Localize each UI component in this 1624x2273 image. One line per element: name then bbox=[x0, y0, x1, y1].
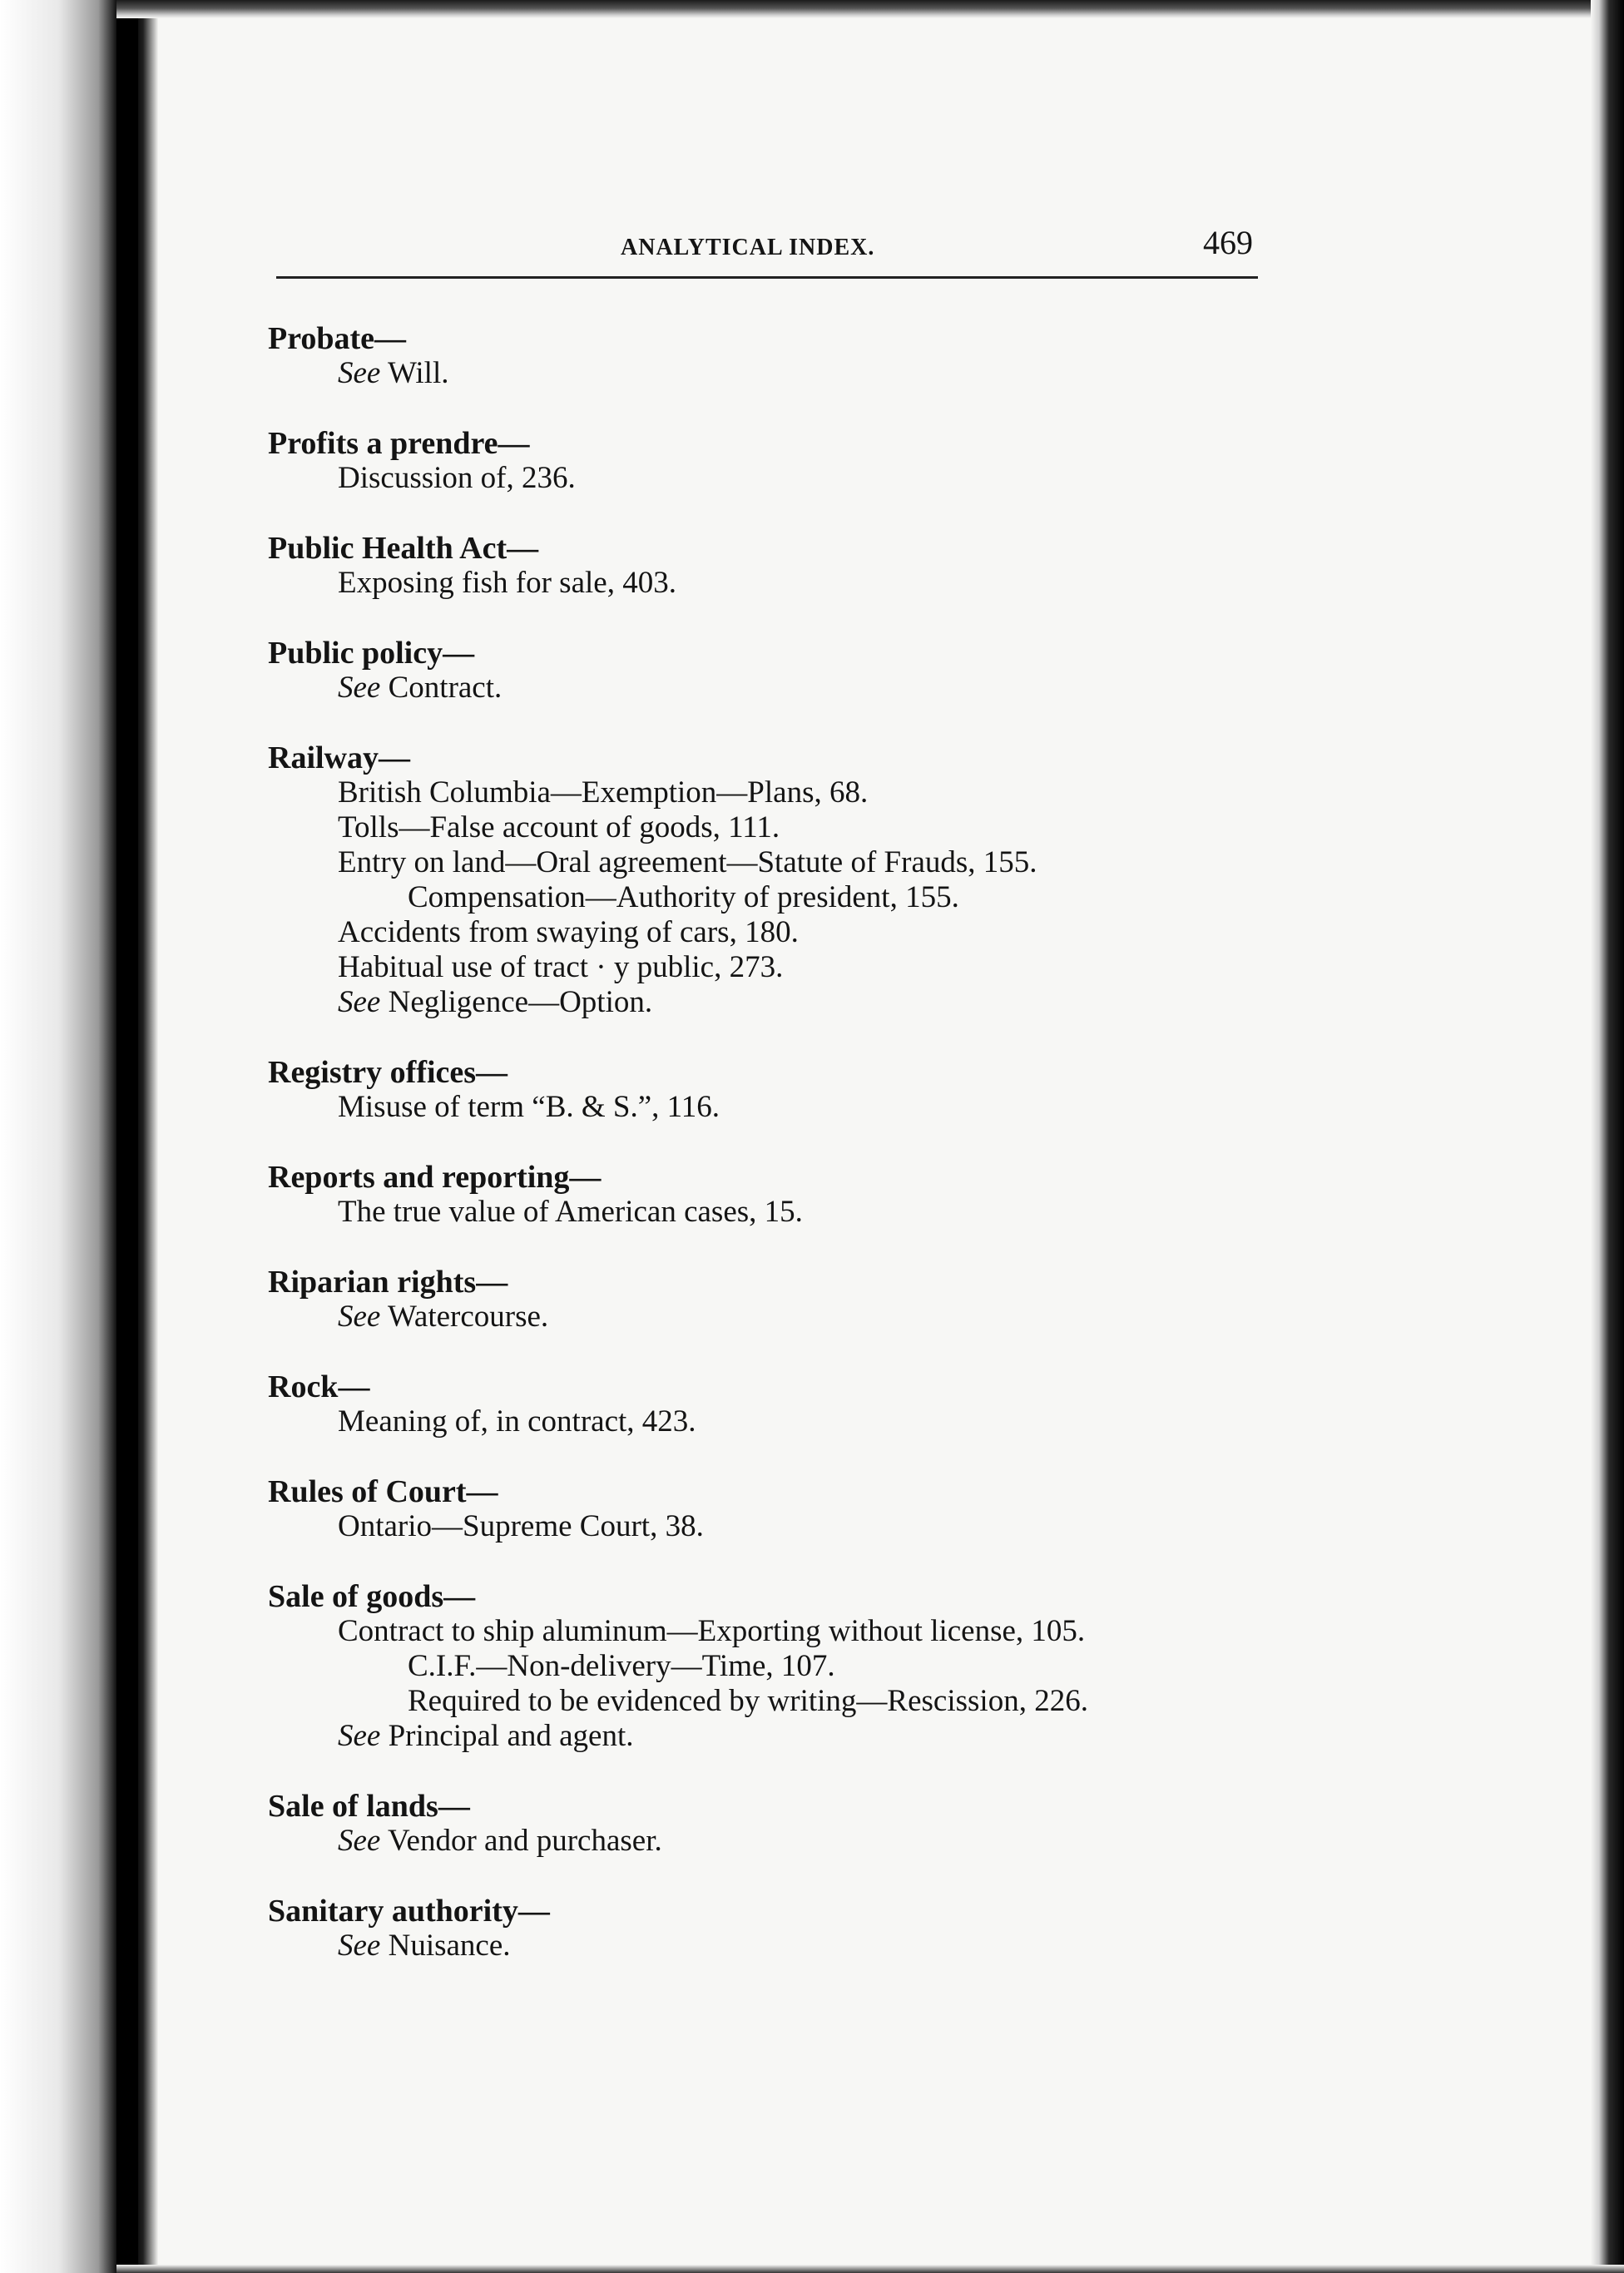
subentry-text: Compensation—Authority of president, 155. bbox=[408, 880, 959, 914]
index-subentry bbox=[268, 1509, 1300, 1544]
see-reference: See bbox=[338, 1824, 381, 1858]
subentry-text: Watercourse. bbox=[380, 1300, 549, 1334]
subentry-text: Accidents from swaying of cars, 180. bbox=[338, 915, 799, 949]
index-term: Public Health Act— bbox=[268, 531, 539, 566]
subentry-text: Ontario—Supreme Court, 38. bbox=[338, 1509, 704, 1543]
index-term: Sanitary authority— bbox=[268, 1894, 550, 1929]
index-entry bbox=[268, 1265, 1300, 1335]
index-entries bbox=[268, 321, 1300, 1998]
subentry-text: Contract. bbox=[380, 671, 503, 705]
see-reference: See bbox=[338, 1929, 381, 1963]
index-term: Rules of Court— bbox=[268, 1474, 498, 1509]
index-subentry bbox=[268, 880, 1300, 915]
index-entry bbox=[268, 740, 1300, 1020]
index-entry bbox=[268, 636, 1300, 706]
index-subentry bbox=[268, 1719, 1300, 1754]
index-term: Rock— bbox=[268, 1369, 370, 1404]
index-entry bbox=[268, 1160, 1300, 1230]
subentry-text: Exposing fish for sale, 403. bbox=[338, 566, 676, 600]
top-scan-edge bbox=[116, 0, 1624, 18]
index-subentry bbox=[268, 1824, 1300, 1859]
index-subentry bbox=[268, 1929, 1300, 1963]
index-subentry bbox=[268, 1614, 1300, 1649]
see-reference: See bbox=[338, 671, 381, 705]
index-term: Public policy— bbox=[268, 636, 475, 671]
subentry-text: Required to be evidenced by writing—Rescission, 226. bbox=[408, 1684, 1088, 1718]
index-subentry bbox=[268, 356, 1300, 391]
subentry-text: Meaning of, in contract, 423. bbox=[338, 1404, 696, 1439]
index-subentry bbox=[268, 1195, 1300, 1230]
index-entry bbox=[268, 1055, 1300, 1125]
index-term: Reports and reporting— bbox=[268, 1160, 602, 1195]
subentry-text: Discussion of, 236. bbox=[338, 461, 576, 495]
subentry-text: Negligence—Option. bbox=[380, 985, 653, 1019]
index-term: Sale of goods— bbox=[268, 1579, 476, 1614]
subentry-text: Will. bbox=[380, 356, 449, 390]
subentry-text: British Columbia—Exemption—Plans, 68. bbox=[338, 775, 869, 810]
index-subentry bbox=[268, 461, 1300, 496]
index-term: Probate— bbox=[268, 321, 407, 356]
subentry-text: Misuse of term “B. & S.”, 116. bbox=[338, 1090, 720, 1124]
index-entry bbox=[268, 426, 1300, 496]
index-subentry bbox=[268, 566, 1300, 601]
index-entry bbox=[268, 1789, 1300, 1859]
see-reference: See bbox=[338, 356, 381, 390]
index-subentry bbox=[268, 671, 1300, 706]
index-term: Sale of lands— bbox=[268, 1789, 470, 1824]
index-subentry bbox=[268, 1649, 1300, 1684]
index-subentry bbox=[268, 1404, 1300, 1439]
index-page bbox=[268, 223, 1300, 1963]
bottom-scan-edge bbox=[116, 2265, 1624, 2273]
index-entry bbox=[268, 531, 1300, 601]
index-subentry bbox=[268, 810, 1300, 845]
index-subentry bbox=[268, 915, 1300, 950]
right-scan-edge bbox=[1591, 0, 1624, 2273]
subentry-text: Principal and agent. bbox=[380, 1719, 634, 1753]
index-subentry bbox=[268, 1300, 1300, 1335]
subentry-text: Tolls—False account of goods, 111. bbox=[338, 810, 780, 844]
index-subentry bbox=[268, 845, 1300, 880]
index-subentry bbox=[268, 950, 1300, 985]
subentry-text: Vendor and purchaser. bbox=[380, 1824, 662, 1858]
index-entry bbox=[268, 1474, 1300, 1544]
see-reference: See bbox=[338, 985, 381, 1019]
index-entry bbox=[268, 1369, 1300, 1439]
index-term: Railway— bbox=[268, 740, 410, 775]
header-rule bbox=[276, 276, 1258, 279]
index-entry bbox=[268, 321, 1300, 391]
running-head bbox=[268, 223, 1300, 268]
index-entry bbox=[268, 1894, 1300, 1963]
index-subentry bbox=[268, 1090, 1300, 1125]
subentry-text: Entry on land—Oral agreement—Statute of Frauds, 155. bbox=[338, 845, 1037, 879]
index-subentry bbox=[268, 775, 1300, 810]
index-entry bbox=[268, 1579, 1300, 1754]
see-reference: See bbox=[338, 1719, 381, 1753]
subentry-text: Nuisance. bbox=[380, 1929, 511, 1963]
page-number: 469 bbox=[1203, 224, 1253, 261]
index-term: Riparian rights— bbox=[268, 1265, 508, 1300]
subentry-text: Habitual use of tract · y public, 273. bbox=[338, 950, 784, 984]
binding-edge bbox=[116, 0, 138, 2273]
index-subentry bbox=[268, 985, 1300, 1020]
running-title: ANALYTICAL INDEX. bbox=[621, 235, 875, 260]
subentry-text: The true value of American cases, 15. bbox=[338, 1195, 803, 1229]
index-term: Registry offices— bbox=[268, 1055, 508, 1090]
subentry-text: C.I.F.—Non-delivery—Time, 107. bbox=[408, 1649, 835, 1683]
index-term: Profits a prendre— bbox=[268, 426, 530, 461]
index-subentry bbox=[268, 1684, 1300, 1719]
subentry-text: Contract to ship aluminum—Exporting without license, 105. bbox=[338, 1614, 1086, 1648]
see-reference: See bbox=[338, 1300, 381, 1334]
